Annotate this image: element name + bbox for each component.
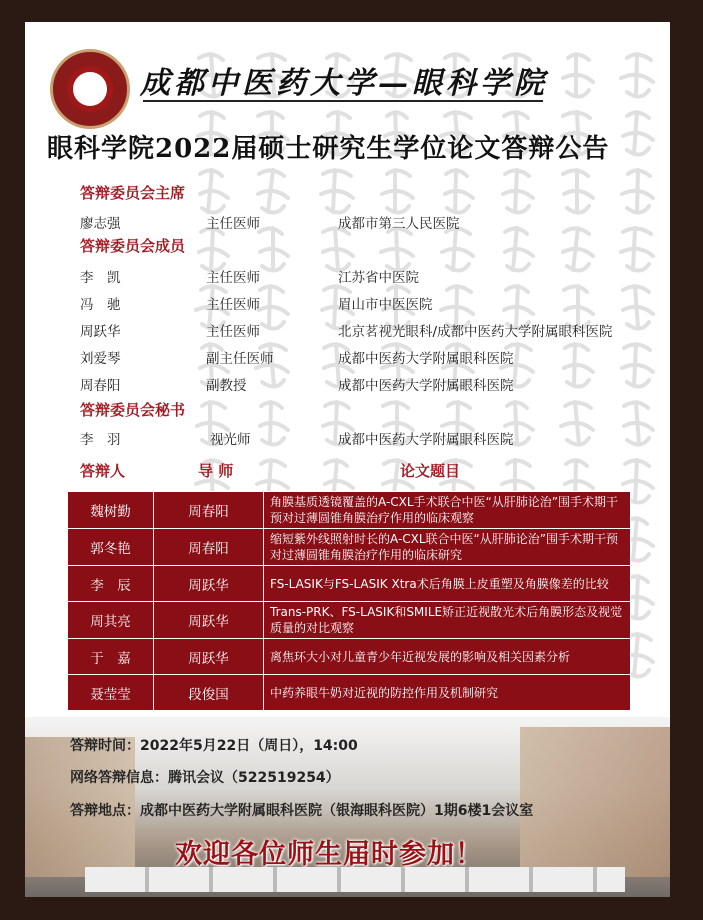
university-logo [50,49,130,129]
member-org: 江苏省中医院 [338,270,419,286]
brush-stroke [199,228,228,271]
member-org: 成都市第三人民医院 [338,216,460,232]
brush-stroke [259,286,288,329]
brush-stroke [259,228,288,271]
member-title: 主任医师 [206,270,260,286]
student-name: 魏树勤 [68,492,154,529]
brush-stroke [624,402,653,445]
member-name: 冯 驰 [80,297,121,313]
member-title: 主任医师 [206,297,260,313]
online-info: 网络答辩信息：腾讯会议（522519254） [70,770,340,786]
table-row [68,492,631,529]
brush-stroke [623,112,653,155]
brush-stroke [382,170,413,213]
brush-stroke [445,170,473,213]
member-name: 廖志强 [80,216,121,232]
student-name: 于 嘉 [68,639,154,675]
advisor-name: 周春阳 [154,492,264,529]
member-title: 主任医师 [206,216,260,232]
student-name: 周其亮 [68,602,154,639]
member-org: 成都中医药大学附属眼科医院 [338,432,514,448]
brush-stroke [323,228,353,271]
brush-stroke [622,170,653,213]
brand-underline [143,100,543,102]
gate-pillar-right [520,727,670,877]
member-title: 主任医师 [206,324,260,340]
brush-stroke [621,54,653,97]
header-student: 答辩人 [80,462,126,480]
member-title: 视光师 [210,432,251,448]
thesis-topic: 离焦环大小对儿童青少年近视发展的影响及相关因素分析 [264,639,631,675]
member-org: 眉山市中医医院 [338,297,433,313]
member-name: 周跃华 [80,324,121,340]
brush-stroke [563,170,593,213]
student-name: 聂莹莹 [68,675,154,711]
student-name: 李 辰 [68,566,154,602]
member-org: 成都中医药大学附属眼科医院 [338,378,514,394]
table-row [68,675,631,711]
brush-stroke [564,344,593,387]
defense-time: 答辩时间：2022年5月22日（周日），14:00 [70,738,358,754]
member-name: 李 凯 [80,270,121,286]
advisor-name: 段俊国 [154,675,264,711]
member-org: 北京茗视光眼科/成都中医药大学附属眼科医院 [338,324,613,340]
header-advisor: 导 师 [198,462,234,480]
brush-stroke [442,228,473,271]
advisor-name: 周跃华 [154,566,264,602]
brush-stroke [563,54,593,97]
secretary-heading: 答辩委员会秘书 [80,401,186,419]
header-topic: 论文题目 [400,462,461,480]
table-row [68,566,631,602]
thesis-topic: 缩短紫外线照射时长的A-CXL联合中医“从肝肺论治”围手术期干预对过薄圆锥角膜治疗作用的临床研究 [264,529,631,566]
defense-table [67,491,631,711]
brush-stroke [321,170,353,213]
committee-heading: 答辩委员会成员 [80,237,186,255]
member-title: 副主任医师 [206,351,274,367]
advisor-name: 周春阳 [154,529,264,566]
brush-stroke [561,402,593,445]
member-title: 副教授 [206,378,247,394]
member-name: 李 羽 [80,432,121,448]
poster [25,22,670,897]
brush-stroke [621,228,653,271]
page-title: 眼科学院2022届硕士研究生学位论文答辩公告 [47,134,610,164]
welcome-banner: 欢迎各位师生届时参加！ [175,839,483,870]
brush-stroke [623,286,653,329]
brush-stroke [622,344,653,387]
defense-location: 答辩地点：成都中医药大学附属眼科医院（银海眼科医院）1期6楼1会议室 [70,803,534,819]
thesis-topic: 角膜基质透镜覆盖的A-CXL手术联合中医“从肝肺论治”围手术期干预对过薄圆锥角膜治疗作用的临床观察 [264,492,631,529]
thesis-topic: 中药养眼牛奶对近视的防控作用及机制研究 [264,675,631,711]
brush-stroke [258,170,288,213]
advisor-name: 周跃华 [154,639,264,675]
member-name: 刘爱琴 [80,351,121,367]
thesis-topic: FS-LASIK与FS-LASIK Xtra术后角膜上皮重塑及角膜像差的比较 [264,566,631,602]
thesis-topic: Trans-PRK、FS-LASIK和SMILE矫正近视散光术后角膜形态及视觉质量的对比观察 [264,602,631,639]
table-row [68,529,631,566]
brush-stroke [503,170,533,213]
brush-stroke [505,228,533,271]
chair-heading: 答辩委员会主席 [80,184,186,202]
table-row [68,602,631,639]
brush-stroke [563,228,593,271]
member-name: 周春阳 [80,378,121,394]
brush-stroke [381,228,413,271]
college-brand: 成都中医药大学—眼科学院 [140,66,548,101]
brush-stroke [260,402,288,445]
table-row [68,639,631,675]
member-org: 成都中医药大学附属眼科医院 [338,351,514,367]
student-name: 郭冬艳 [68,529,154,566]
advisor-name: 周跃华 [154,602,264,639]
brush-stroke [200,170,228,213]
